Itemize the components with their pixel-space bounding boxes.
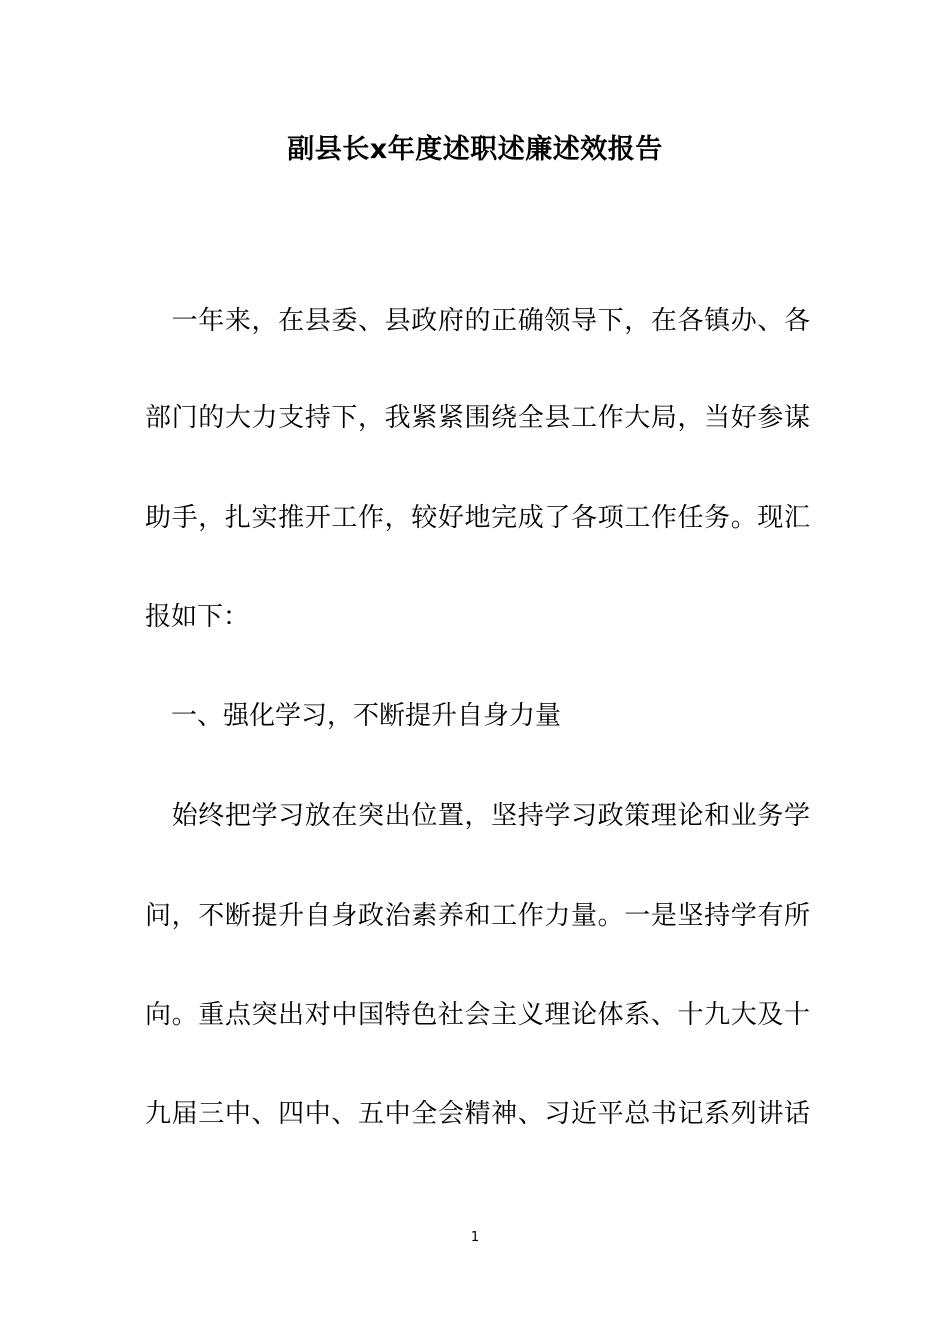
paragraph-line-5: 始终把学习放在突出位置，坚持学习政策理论和业务学 [145,801,810,831]
section-heading-1: 一、强化学习，不断提升自身力量 [145,701,562,731]
paragraph-line-8: 九届三中、四中、五中全会精神、习近平总书记系列讲话 [145,1099,810,1129]
paragraph-line-2: 部门的大力支持下，我紧紧围绕全县工作大局，当好参谋 [145,403,810,433]
paragraph-line-6: 问，不断提升自身政治素养和工作力量。一是坚持学有所 [145,901,810,931]
document-title: 副县长x年度述职述廉述效报告 [287,134,663,165]
paragraph-line-3: 助手，扎实推开工作，较好地完成了各项工作任务。现汇 [145,503,810,533]
paragraph-line-7: 向。重点突出对中国特色社会主义理论体系、十九大及十 [145,1000,810,1030]
paragraph-line-4: 报如下： [145,602,250,632]
page-number: 1 [470,1230,480,1245]
paragraph-line-1: 一年来，在县委、县政府的正确领导下，在各镇办、各 [145,306,810,336]
